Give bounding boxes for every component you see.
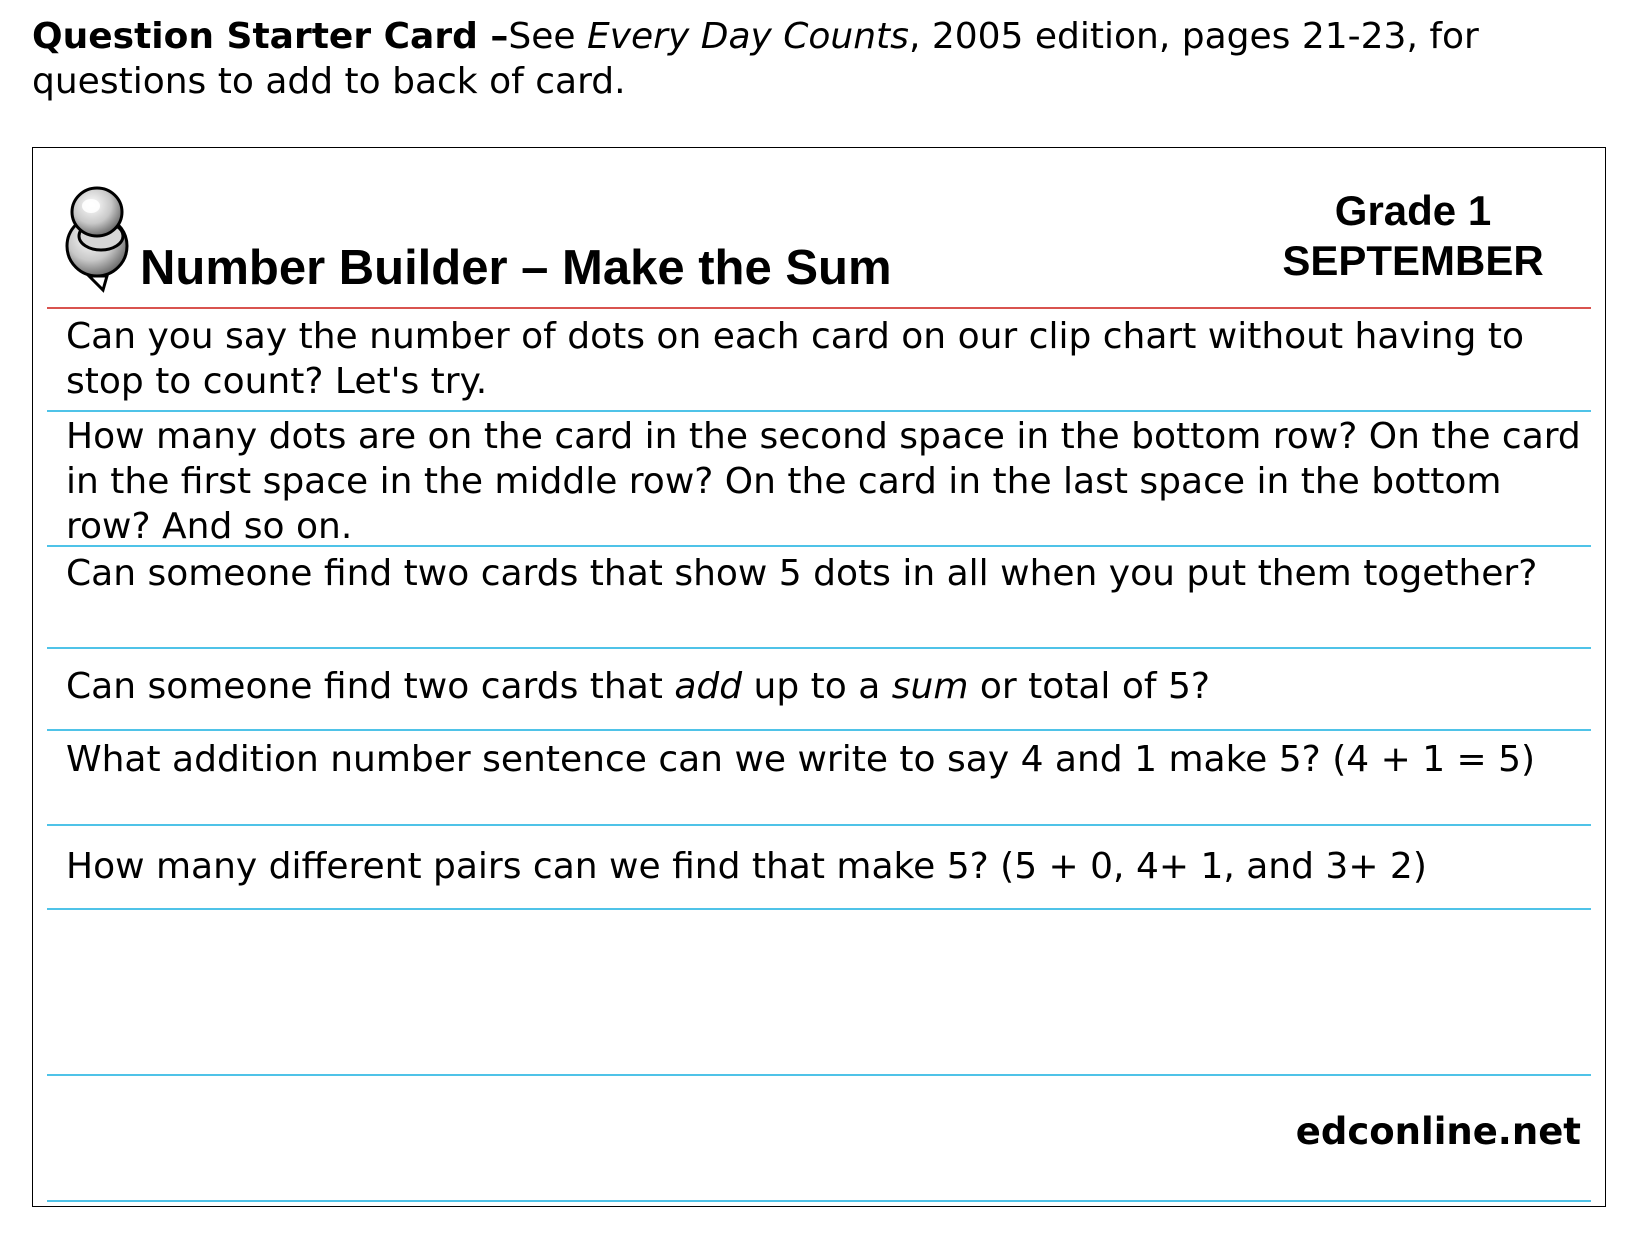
card-title: Number Builder – Make the Sum: [140, 241, 892, 295]
intro-text-before: See: [508, 16, 587, 57]
question-row: Can you say the number of dots on each card on our clip chart without having to stop to count? Let's try.: [47, 310, 1591, 412]
intro-text-after: , 2005 edition, pages 21-23, for questions to add to back of card.: [32, 16, 1479, 102]
intro-text: [32, 14, 1592, 104]
question-row: How many different pairs can we find that make 5? (5 + 0, 4+ 1, and 3+ 2): [47, 826, 1591, 910]
question-row: [47, 649, 1591, 731]
month-label: SEPTEMBER: [1282, 237, 1544, 284]
grade-label: Grade 1: [1334, 187, 1492, 234]
question-row: Can someone find two cards that show 5 dots in all when you put them together?: [47, 547, 1591, 649]
question-text-part: or total of 5?: [968, 666, 1211, 707]
question-text-part: Can someone find two cards that: [66, 666, 675, 707]
pushpin-icon: [63, 184, 143, 294]
question-text-part: up to a: [742, 666, 892, 707]
book-title: Every Day Counts: [586, 16, 909, 57]
question-card: [32, 147, 1606, 1207]
question-row: How many dots are on the card in the second space in the bottom row? On the card in the first space in the middle row? On the card in the last space in the bottom row? And so on.: [47, 412, 1591, 547]
blank-row: [47, 910, 1591, 1076]
footer-website: edconline.net: [1295, 1110, 1581, 1153]
card-header: [33, 148, 1605, 308]
emphasis-sum: sum: [891, 666, 969, 707]
header-divider: [47, 307, 1591, 309]
emphasis-add: add: [674, 666, 743, 707]
intro-label: Question Starter Card –: [32, 16, 509, 57]
question-row: What addition number sentence can we write to say 4 and 1 make 5? (4 + 1 = 5): [47, 731, 1591, 826]
grade-block: [1253, 186, 1573, 286]
